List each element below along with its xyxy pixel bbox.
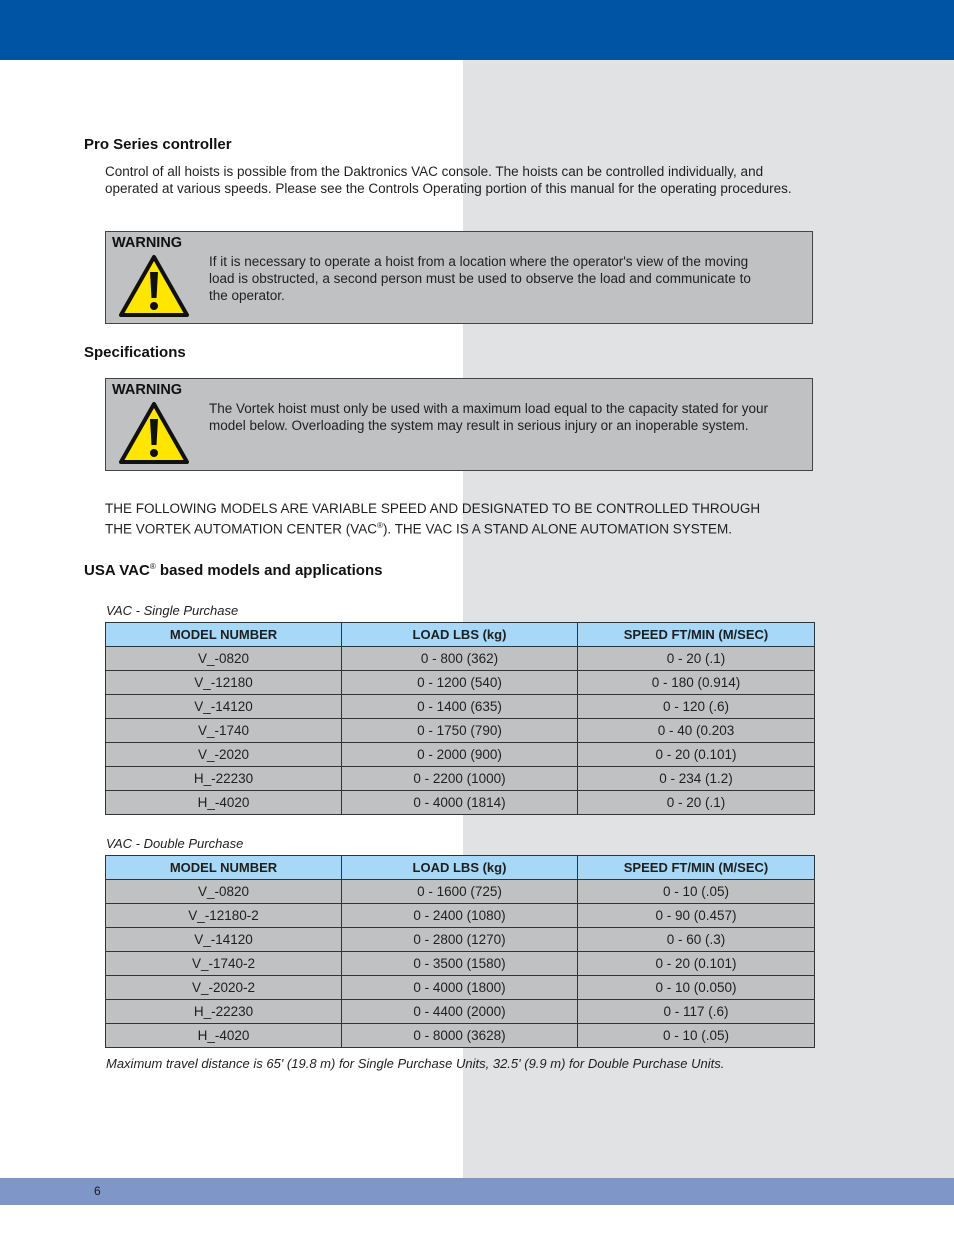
- table-cell: 0 - 180 (0.914): [578, 671, 815, 695]
- table-cell: 0 - 120 (.6): [578, 695, 815, 719]
- table-cell: 0 - 800 (362): [342, 647, 578, 671]
- single-purchase-table: [105, 622, 815, 815]
- double-purchase-caption: VAC - Double Purchase: [106, 836, 244, 851]
- table-cell: 0 - 20 (0.101): [578, 743, 815, 767]
- table-cell: 0 - 4000 (1800): [342, 976, 578, 1000]
- table-cell: 0 - 2800 (1270): [342, 928, 578, 952]
- table-cell: V_-1740-2: [106, 952, 342, 976]
- table-cell: 0 - 20 (.1): [578, 791, 815, 815]
- footer-bar: [0, 1178, 954, 1205]
- table-cell: H_-4020: [106, 791, 342, 815]
- table-cell: 0 - 117 (.6): [578, 1000, 815, 1024]
- travel-distance-footnote: Maximum travel distance is 65' (19.8 m) for Single Purchase Units, 32.5' (9.9 m) for Double Purchase Units.: [106, 1056, 725, 1071]
- warning-triangle-icon: [118, 254, 190, 318]
- table-row: [106, 671, 815, 695]
- table-cell: 0 - 2400 (1080): [342, 904, 578, 928]
- table-cell: 0 - 2000 (900): [342, 743, 578, 767]
- models-note: THE FOLLOWING MODELS ARE VARIABLE SPEED AND DESIGNATED TO BE CONTROLLED THROUGH THE VORTEK AUTOMATION CENTER (VAC®). THE VAC IS A STAND ALONE AUTOMATION SYSTEM.: [105, 501, 761, 537]
- table-cell: 0 - 40 (0.203: [578, 719, 815, 743]
- table-cell: 0 - 10 (0.050): [578, 976, 815, 1000]
- table-row: [106, 1000, 815, 1024]
- table-cell: 0 - 10 (.05): [578, 1024, 815, 1048]
- warning-label: WARNING: [112, 382, 183, 398]
- warning-message: The Vortek hoist must only be used with a maximum load equal to the capacity stated for your model below. Overloading the system may result in serious injury or an inoperable system.: [209, 401, 769, 433]
- table-cell: V_-0820: [106, 647, 342, 671]
- table-cell: V_-14120: [106, 928, 342, 952]
- usa-vac-heading: USA VAC® based models and applications: [84, 562, 383, 579]
- table-cell: 0 - 1600 (725): [342, 880, 578, 904]
- table-row: [106, 719, 815, 743]
- table-cell: H_-4020: [106, 1024, 342, 1048]
- table-cell: V_-0820: [106, 880, 342, 904]
- single-purchase-caption: VAC - Single Purchase: [106, 603, 239, 618]
- table-cell: H_-22230: [106, 767, 342, 791]
- table-cell: V_-1740: [106, 719, 342, 743]
- table-cell: 0 - 60 (.3): [578, 928, 815, 952]
- table-cell: V_-2020: [106, 743, 342, 767]
- warning-triangle-icon: [118, 401, 190, 465]
- column-header: LOAD LBS (kg): [342, 623, 578, 647]
- pro-series-heading: Pro Series controller: [84, 136, 232, 153]
- warning-message: If it is necessary to operate a hoist from a location where the operator's view of the moving load is obstructed, a second person must be used to observe the load and communicate to the operator.: [209, 254, 751, 303]
- table-cell: V_-12180: [106, 671, 342, 695]
- table-cell: V_-14120: [106, 695, 342, 719]
- table-cell: 0 - 3500 (1580): [342, 952, 578, 976]
- table-row: [106, 952, 815, 976]
- table-cell: 0 - 234 (1.2): [578, 767, 815, 791]
- warning-box-operator-view: [105, 231, 813, 324]
- table-cell: 0 - 4400 (2000): [342, 1000, 578, 1024]
- table-row: [106, 976, 815, 1000]
- column-header: LOAD LBS (kg): [342, 856, 578, 880]
- table-row: [106, 904, 815, 928]
- header-bar: [0, 0, 954, 60]
- table-cell: 0 - 1750 (790): [342, 719, 578, 743]
- table-cell: 0 - 1400 (635): [342, 695, 578, 719]
- table-row: [106, 880, 815, 904]
- table-cell: 0 - 20 (0.101): [578, 952, 815, 976]
- table-row: [106, 791, 815, 815]
- table-header-row: [106, 623, 815, 647]
- table-cell: 0 - 1200 (540): [342, 671, 578, 695]
- column-header: MODEL NUMBER: [106, 856, 342, 880]
- table-cell: V_-2020-2: [106, 976, 342, 1000]
- table-row: [106, 767, 815, 791]
- table-cell: 0 - 20 (.1): [578, 647, 815, 671]
- table-cell: H_-22230: [106, 1000, 342, 1024]
- column-header: SPEED FT/MIN (M/SEC): [578, 623, 815, 647]
- page-number: 6: [94, 1184, 101, 1198]
- table-cell: 0 - 4000 (1814): [342, 791, 578, 815]
- table-row: [106, 647, 815, 671]
- table-cell: V_-12180-2: [106, 904, 342, 928]
- table-row: [106, 1024, 815, 1048]
- table-row: [106, 695, 815, 719]
- table-row: [106, 743, 815, 767]
- column-header: MODEL NUMBER: [106, 623, 342, 647]
- pro-series-text: Control of all hoists is possible from the Daktronics VAC console. The hoists can be controlled individually, and operated at various speeds. Please see the Controls Operating portion of this manual for the operating procedures.: [105, 164, 792, 196]
- table-cell: 0 - 2200 (1000): [342, 767, 578, 791]
- table-cell: 0 - 90 (0.457): [578, 904, 815, 928]
- table-cell: 0 - 8000 (3628): [342, 1024, 578, 1048]
- warning-label: WARNING: [112, 235, 183, 251]
- double-purchase-table: [105, 855, 815, 1048]
- warning-box-max-load: [105, 378, 813, 471]
- table-cell: 0 - 10 (.05): [578, 880, 815, 904]
- table-header-row: [106, 856, 815, 880]
- specifications-heading: Specifications: [84, 344, 186, 361]
- column-header: SPEED FT/MIN (M/SEC): [578, 856, 815, 880]
- table-row: [106, 928, 815, 952]
